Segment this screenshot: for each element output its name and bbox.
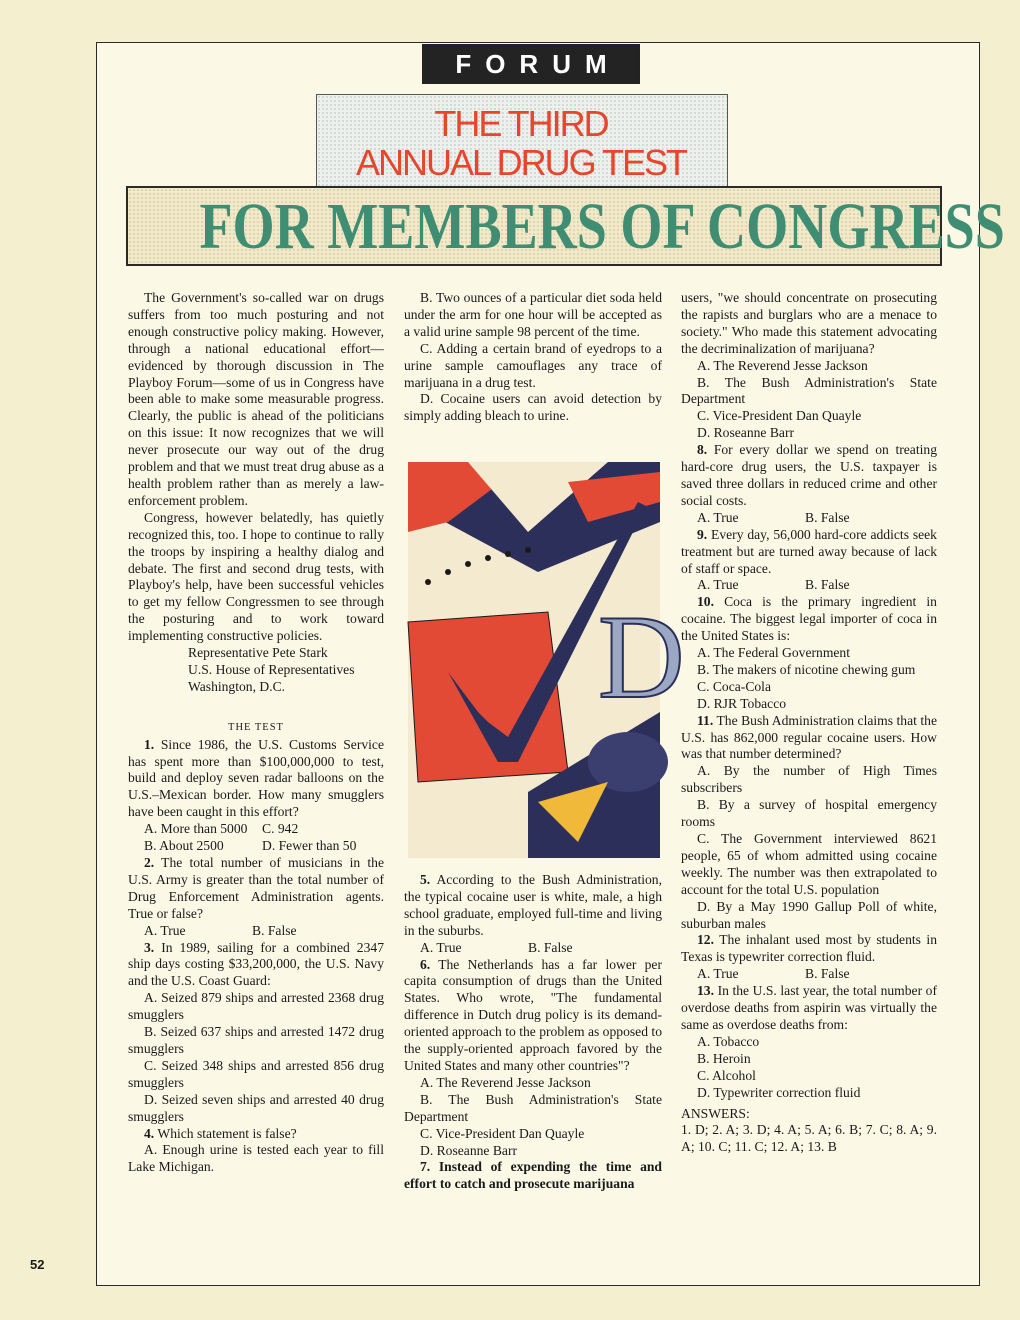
question-text: In the U.S. last year, the total number of overdose deaths from aspirin was virtually the same as overdose deaths from: — [681, 983, 937, 1032]
page-title: FOR MEMBERS OF CONGRESS — [199, 190, 1005, 263]
option-a: A. True — [697, 966, 739, 982]
option-b: B. Two ounces of a particular diet soda held under the arm for one hour will be accepted as a valid urine sample 98 percent of the time. — [404, 290, 662, 339]
question-text: The inhalant used most by students in Texas is typewriter correction fluid. — [681, 932, 937, 965]
option-a: A. More than 5000 — [144, 821, 248, 837]
option-d: D. Roseanne Barr — [697, 425, 795, 441]
question-2-options — [128, 923, 384, 940]
option-c: C. Vice-President Dan Quayle — [697, 408, 862, 424]
page-number: 52 — [30, 1257, 45, 1272]
option-b: B. The makers of nicotine chewing gum — [697, 661, 916, 677]
question-8-options — [681, 510, 937, 527]
option-c: C. Alcohol — [697, 1067, 756, 1083]
option-c: C. The Government interviewed 8621 people, 65 of whom admitted using cocaine weekly. The number was then extrapolated to account for the total U.S. population — [681, 831, 937, 897]
column-2-bottom — [404, 872, 662, 1193]
answers-list: 1. D; 2. A; 3. D; 4. A; 5. A; 6. B; 7. C; 8. A; 9. A; 10. C; 11. C; 12. A; 13. B — [681, 1122, 937, 1155]
option-b: B. False — [805, 509, 850, 525]
question-5-options — [404, 940, 662, 957]
question-number: 7. — [420, 1159, 431, 1175]
question-text: For every dollar we spend on treating hard-core drug users, the U.S. taxpayer is saved three dollars in reduced crime and other social costs. — [681, 442, 937, 508]
option-b: B. The Bush Administration's State Department — [681, 374, 937, 407]
question-4 — [128, 1126, 384, 1143]
question-number: 8. — [697, 442, 708, 458]
question-number: 1. — [144, 736, 155, 752]
column-3 — [681, 290, 937, 1156]
option-b: B. False — [805, 966, 850, 982]
question-11 — [681, 713, 937, 764]
letter-d-glyph: D — [598, 590, 685, 723]
question-text: The total number of musicians in the U.S. Army is greater than the total number of Drug Enforcement Administration agents. True or false? — [128, 855, 384, 921]
question-number: 11. — [697, 712, 714, 728]
option-d: D. Roseanne Barr — [420, 1142, 518, 1158]
question-7 — [404, 1159, 662, 1193]
question-number: 5. — [420, 872, 431, 887]
option-b: B. By a survey of hospital emergency rooms — [681, 797, 937, 830]
option-c: C. Seized 348 ships and arrested 856 drug smugglers — [128, 1057, 384, 1090]
question-12 — [681, 932, 937, 966]
section-banner — [422, 44, 640, 84]
checkmark-collage-illustration — [408, 462, 685, 858]
signature-office: U.S. House of Representatives — [188, 661, 355, 677]
question-text: Instead of expending the time and effort to catch and prosecute marijuana — [404, 1159, 662, 1192]
option-a: A. True — [420, 939, 462, 955]
option-c: C. Vice-President Dan Quayle — [420, 1125, 585, 1141]
question-text: Coca is the primary ingredient in cocaine. The biggest legal importer of coca in the United States is: — [681, 594, 937, 644]
question-7-continued: users, "we should concentrate on prosecuting the rapists and burglars who are a menace to society." Who made this statement advocating the decriminalization of marijuana? — [681, 290, 937, 356]
option-b: B. False — [805, 577, 850, 593]
option-d: D. Typewriter correction fluid — [697, 1084, 861, 1100]
question-number: 6. — [420, 956, 431, 972]
column-1 — [128, 290, 384, 1176]
option-a: A. Enough urine is tested each year to fill Lake Michigan. — [128, 1142, 384, 1175]
question-number: 13. — [697, 983, 714, 999]
question-text: The Netherlands has a far lower per capita consumption of drugs than the United States. Who wrote, "The fundamental difference in Dutch drug policy is its demand-oriented approach to the problem as opposed to the supply-oriented approach favored by the United States and many other countries"? — [404, 956, 662, 1073]
answers-label: ANSWERS: — [681, 1105, 750, 1121]
question-number: 12. — [697, 932, 714, 948]
option-a: A. The Reverend Jesse Jackson — [420, 1074, 591, 1090]
question-1-options-row-2 — [128, 838, 384, 855]
option-c: C. 942 — [262, 821, 299, 837]
question-number: 9. — [697, 526, 708, 542]
question-number: 4. — [144, 1125, 155, 1141]
subtitle-line-1: THE THIRD — [434, 103, 608, 144]
question-number: 10. — [697, 594, 714, 610]
question-1 — [128, 737, 384, 822]
question-3 — [128, 940, 384, 991]
option-a: A. By the number of High Times subscribers — [681, 763, 937, 796]
question-10 — [681, 594, 937, 645]
question-9 — [681, 527, 937, 578]
question-text: The Bush Administration claims that the U.S. has 862,000 regular cocaine users. How was that number determined? — [681, 712, 937, 762]
test-heading: THE TEST — [228, 721, 284, 733]
option-d: D. Fewer than 50 — [262, 838, 357, 854]
option-a: A. True — [697, 577, 739, 593]
question-text: Since 1986, the U.S. Customs Service has spent more than $100,000,000 to test, build and deploy seven radar balloons on the U.S.–Mexican border. How many smugglers have been caught in this effort? — [128, 736, 384, 820]
option-d: D. Cocaine users can avoid detection by simply adding bleach to urine. — [404, 391, 662, 424]
question-number: 3. — [144, 939, 155, 955]
question-number: 2. — [144, 855, 155, 870]
question-8 — [681, 442, 937, 510]
question-12-options — [681, 966, 937, 983]
option-b: B. False — [528, 939, 573, 955]
column-2-top — [404, 290, 662, 425]
option-a: A. Tobacco — [697, 1033, 760, 1049]
section-label: FORUM — [455, 49, 621, 79]
signature-name: Representative Pete Stark — [188, 645, 328, 661]
option-c: C. Adding a certain brand of eyedrops to a urine sample camouflages any trace of marijuana in a drug test. — [404, 340, 662, 390]
intro-paragraph-2: Congress, however belatedly, has quietly recognized this, too. I hope to continue to rally the troops by inspiring a healthy dialog and debate. The first and second drug tests, with Playboy's help, have been successful vehicles to get my fellow Congressmen to see through the posturing and to work toward implementing constructive policies. — [128, 509, 384, 644]
signature-place: Washington, D.C. — [188, 678, 286, 694]
question-text: Every day, 56,000 hard-core addicts seek treatment but are turned away because of lack of staff or space. — [681, 526, 937, 576]
option-d: D. RJR Tobacco — [697, 695, 787, 711]
question-13 — [681, 983, 937, 1034]
option-b: B. Heroin — [697, 1050, 751, 1066]
option-c: C. Coca-Cola — [697, 678, 771, 694]
question-text: According to the Bush Administration, the typical cocaine user is white, male, a high school graduate, employed full-time and living in the suburbs. — [404, 872, 662, 938]
option-b: B. The Bush Administration's State Department — [404, 1091, 662, 1124]
option-a: A. The Reverend Jesse Jackson — [697, 357, 868, 373]
question-6 — [404, 957, 662, 1075]
option-d: D. Seized seven ships and arrested 40 drug smugglers — [128, 1091, 384, 1124]
pen-tip-shape — [588, 732, 668, 792]
question-9-options — [681, 577, 937, 594]
question-text: In 1989, sailing for a combined 2347 ship days costing $33,200,000, the U.S. Navy and the U.S. Coast Guard: — [128, 939, 384, 989]
option-a: A. Seized 879 ships and arrested 2368 drug smugglers — [128, 990, 384, 1023]
option-b: B. About 2500 — [144, 838, 224, 854]
option-a: A. The Federal Government — [697, 645, 851, 661]
question-5 — [404, 872, 662, 940]
option-b: B. Seized 637 ships and arrested 1472 drug smugglers — [128, 1024, 384, 1056]
option-a: A. True — [144, 922, 186, 938]
intro-paragraph-1: The Government's so-called war on drugs suffers from too much posturing and not enough constructive policy making. However, through a national educational effort—evidenced by thorough discussion in The Playboy Forum—some of us in Congress have been able to make some measurable progress. Clearly, the public is ahead of the politicians on this issue: It now recognizes that we will never prosecute our way out of the drug problem and that we must treat drug abuse as a health problem rather than as merely a law-enforcement problem. — [128, 290, 384, 508]
option-a: A. True — [697, 509, 739, 525]
option-d: D. By a May 1990 Gallup Poll of white, suburban males — [681, 898, 937, 931]
question-2 — [128, 855, 384, 923]
question-1-options-row-1 — [128, 821, 384, 838]
question-text: Which statement is false? — [157, 1125, 297, 1141]
option-b: B. False — [252, 922, 297, 938]
subtitle-line-2: ANNUAL DRUG TEST — [355, 142, 687, 183]
